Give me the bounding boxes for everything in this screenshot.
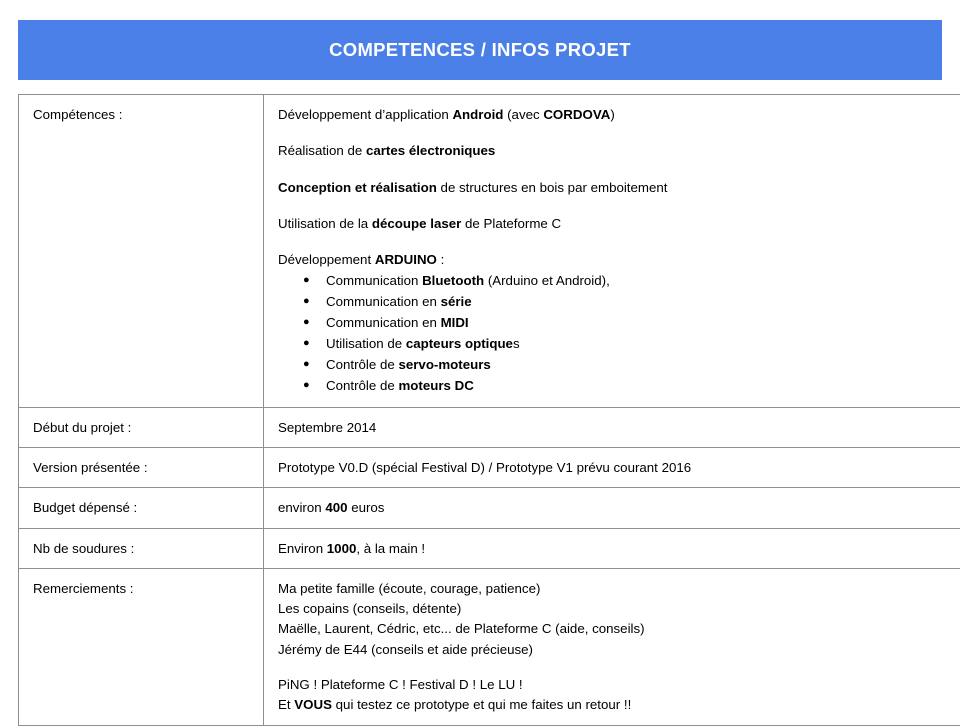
table-row — [19, 95, 960, 408]
bullet-bold: servo-moteurs — [398, 357, 490, 372]
text-android-post: ) — [610, 107, 614, 122]
bullet-pre: Communication en — [326, 315, 441, 330]
row-value-version: Prototype V0.D (spécial Festival D) / Prototype V1 prévu courant 2016 — [264, 448, 960, 488]
table-row — [19, 488, 960, 528]
text-vous-bold: VOUS — [294, 697, 332, 712]
bullet-pre: Contrôle de — [326, 378, 398, 393]
text-android-bold: Android — [452, 107, 503, 122]
row-label-soudures: Nb de soudures : — [19, 528, 264, 568]
row-label-debut: Début du projet : — [19, 407, 264, 447]
table-row — [19, 569, 960, 726]
text-budget-post: euros — [348, 500, 385, 515]
text-budget-pre: environ — [278, 500, 325, 515]
list-item — [326, 292, 960, 312]
bullet-pre: Utilisation de — [326, 336, 406, 351]
text-conception-post: de structures en bois par emboitement — [437, 180, 668, 195]
bullet-bold: capteurs optique — [406, 336, 513, 351]
project-info-table — [18, 94, 960, 726]
text-budget-bold: 400 — [325, 500, 347, 515]
row-label-budget: Budget dépensé : — [19, 488, 264, 528]
text-soudures-post: , à la main ! — [356, 541, 425, 556]
row-value-competences — [264, 95, 960, 408]
text-vous-pre: Et — [278, 697, 294, 712]
bullet-pre: Communication — [326, 273, 422, 288]
competence-cartes — [278, 141, 960, 160]
text-cartes-bold: cartes électroniques — [366, 143, 495, 158]
bullet-pre: Communication en — [326, 294, 441, 309]
bullet-post: (Arduino et Android), — [484, 273, 610, 288]
thanks-line-3: Maëlle, Laurent, Cédric, etc... de Plateforme C (aide, conseils) — [278, 619, 960, 639]
text-cordova-bold: CORDOVA — [543, 107, 610, 122]
table-row — [19, 448, 960, 488]
thanks-line-2: Les copains (conseils, détente) — [278, 599, 960, 619]
bullet-bold: Bluetooth — [422, 273, 484, 288]
text-soudures-pre: Environ — [278, 541, 327, 556]
thanks-line-6 — [278, 695, 960, 715]
row-value-debut: Septembre 2014 — [264, 407, 960, 447]
thanks-line-1: Ma petite famille (écoute, courage, patience) — [278, 579, 960, 599]
text-vous-post: qui testez ce prototype et qui me faites un retour !! — [332, 697, 631, 712]
page-title: COMPETENCES / INFOS PROJET — [329, 39, 631, 61]
text-decoupe-pre: Utilisation de la — [278, 216, 372, 231]
text-arduino-bold: ARDUINO — [375, 252, 437, 267]
competence-decoupe — [278, 214, 960, 233]
text-android-mid: (avec — [503, 107, 543, 122]
thanks-line-5: PiNG ! Plateforme C ! Festival D ! Le LU ! — [278, 675, 960, 695]
thanks-line-4: Jérémy de E44 (conseils et aide précieuse) — [278, 640, 960, 660]
competence-arduino — [278, 250, 960, 269]
text-soudures-bold: 1000 — [327, 541, 357, 556]
list-item — [326, 334, 960, 354]
list-item — [326, 355, 960, 375]
bullet-bold: série — [441, 294, 472, 309]
text-decoupe-bold: découpe laser — [372, 216, 461, 231]
text-decoupe-post: de Plateforme C — [461, 216, 561, 231]
table-row — [19, 528, 960, 568]
bullet-bold: moteurs DC — [398, 378, 473, 393]
text-cartes-pre: Réalisation de — [278, 143, 366, 158]
bullet-post: s — [513, 336, 520, 351]
row-value-budget — [264, 488, 960, 528]
list-item — [326, 271, 960, 291]
table-row — [19, 407, 960, 447]
bullet-bold: MIDI — [441, 315, 469, 330]
thanks-spacer — [278, 660, 960, 675]
row-value-remerciements — [264, 569, 960, 726]
list-item — [326, 376, 960, 396]
row-value-soudures — [264, 528, 960, 568]
text-android-pre: Développement d’application — [278, 107, 452, 122]
header-banner — [18, 20, 942, 80]
competence-android — [278, 105, 960, 124]
competence-conception — [278, 178, 960, 197]
row-label-remerciements: Remerciements : — [19, 569, 264, 726]
text-conception-bold: Conception et réalisation — [278, 180, 437, 195]
text-arduino-post: : — [437, 252, 444, 267]
text-arduino-pre: Développement — [278, 252, 375, 267]
list-item — [326, 313, 960, 333]
bullet-pre: Contrôle de — [326, 357, 398, 372]
row-label-competences: Compétences : — [19, 95, 264, 408]
row-label-version: Version présentée : — [19, 448, 264, 488]
arduino-bullet-list — [278, 271, 960, 396]
